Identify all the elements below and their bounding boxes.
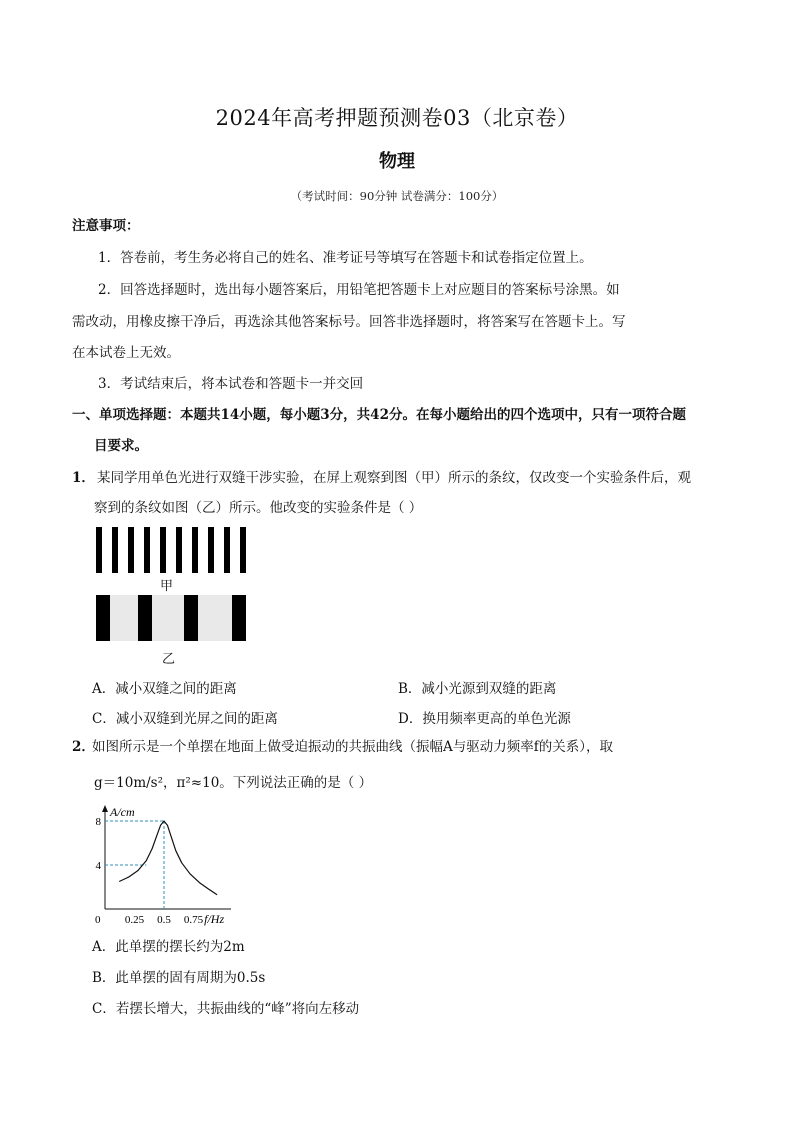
question-2-stem-line2: g＝10m/s²，π²≈10。下列说法正确的是（ ） [94, 775, 373, 791]
q1-option-c: C．减小双缝到光屏之间的距离 [92, 711, 278, 727]
q2-option-a: A．此单摆的摆长约为2m [92, 939, 245, 955]
fringe-dark [192, 527, 198, 573]
q1-option-a: A．减小双缝之间的距离 [92, 681, 237, 697]
fringe-dark [224, 527, 230, 573]
fringe-dark [232, 595, 246, 641]
question-2-number: 2． [72, 739, 95, 755]
fringe-dark [184, 595, 198, 641]
notice-item-2-line2: 需改动，用橡皮擦干净后，再选涂其他答案标号。回答非选择题时，将答案写在答题卡上。写 [72, 314, 626, 330]
notice-item-2-line3: 在本试卷上无效。 [72, 345, 180, 361]
x-tick-label: 0 [95, 914, 101, 926]
y-tick-label: 4 [95, 860, 101, 872]
y-tick-label: 8 [95, 816, 101, 828]
notice-heading: 注意事项： [72, 218, 140, 234]
exam-info: （考试时间：90分钟 试卷满分：100分） [290, 189, 504, 203]
q1-option-d: D．换用频率更高的单色光源 [398, 711, 571, 727]
resonance-curve [119, 821, 217, 895]
fringe-dark [112, 527, 118, 573]
fringe-pattern-b [96, 595, 246, 641]
figure-label-yi: 乙 [162, 652, 176, 667]
notice-item-1: 1．答卷前，考生务必将自己的姓名、准考证号等填写在答题卡和试卷指定位置上。 [98, 250, 593, 266]
y-axis-arrow [102, 805, 108, 812]
x-tick-label: 0.5 [157, 914, 171, 926]
fringe-dark [240, 527, 246, 573]
fringe-dark [160, 527, 166, 573]
subject-title: 物理 [379, 151, 415, 172]
fringe-pattern-a [96, 527, 246, 573]
x-tick-label: 0.75 [183, 914, 204, 926]
x-tick-label: 0.25 [124, 914, 145, 926]
fringe-dark [176, 527, 182, 573]
fringe-dark [208, 527, 214, 573]
notice-item-2-line1: 2．回答选择题时，选出每小题答案后，用铅笔把答题卡上对应题目的答案标号涂黑。如 [98, 282, 620, 298]
section-heading: 一、单项选择题：本题共14小题，每小题3分，共42分。在每小题给出的四个选项中，只有一项符合题 [72, 407, 686, 423]
fringe-dark [96, 595, 110, 641]
fringe-dark [128, 527, 134, 573]
notice-item-3: 3．考试结束后，将本试卷和答题卡一并交回 [98, 376, 364, 392]
page-title: 2024年高考押题预测卷03（北京卷） [215, 106, 579, 130]
question-2-stem-line1: 如图所示是一个单摆在地面上做受迫振动的共振曲线（振幅A与驱动力频率f的关系），取 [92, 739, 613, 755]
section-heading-cont: 目要求。 [94, 438, 148, 454]
y-axis-label: A/cm [110, 805, 135, 819]
q1-option-b: B．减小光源到双缝的距离 [398, 681, 557, 697]
question-1-stem-line2: 察到的条纹如图（乙）所示。他改变的实验条件是（ ） [94, 500, 423, 516]
fringe-dark [96, 527, 102, 573]
fringe-dark [144, 527, 150, 573]
figure-label-jia: 甲 [160, 579, 174, 594]
fringe-dark [138, 595, 152, 641]
q2-option-b: B．此单摆的固有周期为0.5s [92, 970, 266, 986]
q2-option-c: C．若摆长增大，共振曲线的“峰”将向左移动 [92, 1001, 360, 1017]
resonance-curve-chart [80, 802, 240, 928]
question-1-stem-line1: 某同学用单色光进行双缝干涉实验，在屏上观察到图（甲）所示的条纹，仅改变一个实验条件后，观 [97, 470, 691, 486]
question-1-number: 1． [72, 470, 95, 486]
x-axis-label: f/Hz [204, 912, 225, 926]
